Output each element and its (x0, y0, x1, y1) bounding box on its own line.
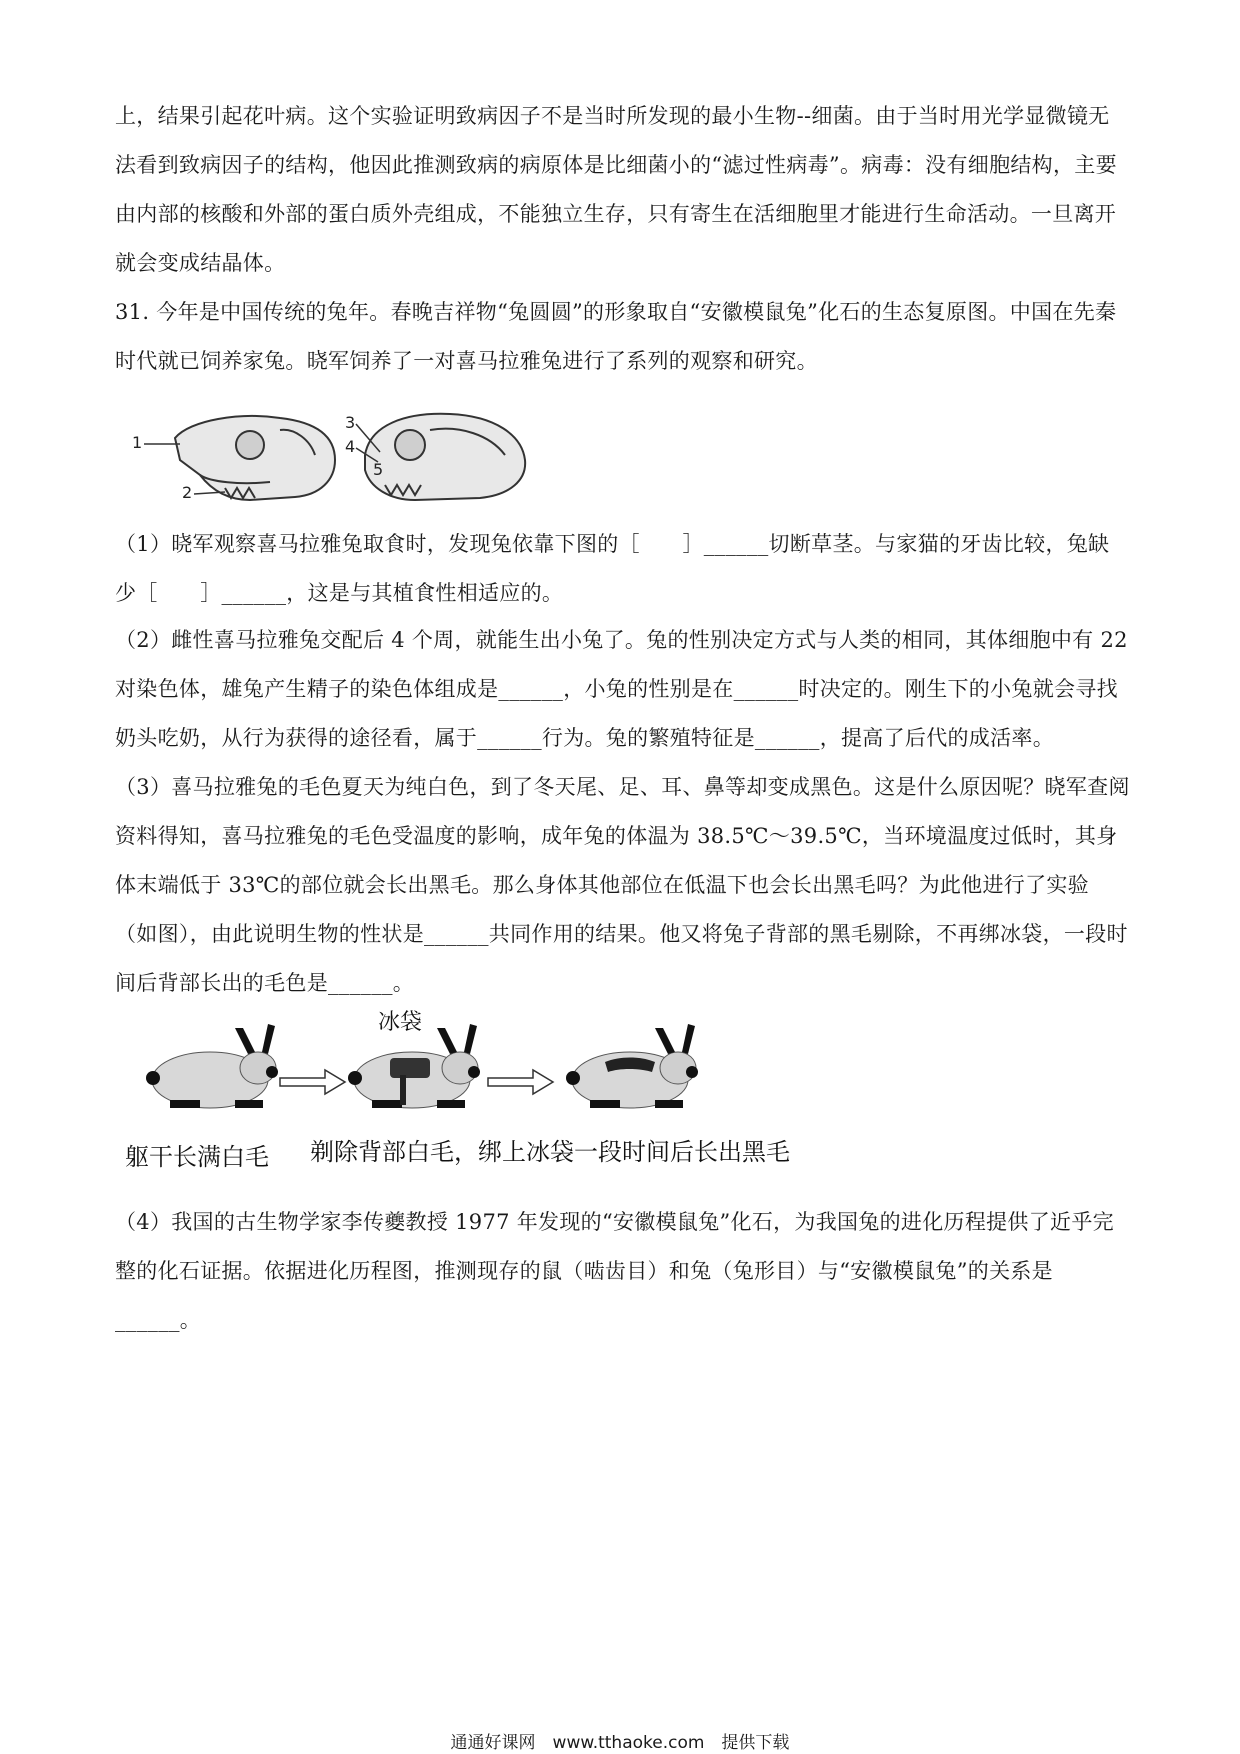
ice-bag-label: 冰袋 (378, 1010, 423, 1035)
rabbit-white (146, 1024, 278, 1108)
subquestion-2: （2）雌性喜马拉雅兔交配后 4 个周，就能生出小兔了。兔的性别决定方式与人类的相同，其体细胞中有 22 对染色体，雄兔产生精子的染色体组成是______，小兔的性别是在______时决定的。刚生下的小兔就会寻找奶头吃奶，从行为获得的途径看，属于______行为。兔的繁殖特征是______，提高了后代的成活率。 (115, 628, 1128, 750)
subquestion-4: （4）我国的古生物学家李传夔教授 1977 年发现的“安徽模鼠兔”化石，为我国兔的进化历程提供了近乎完整的化石证据。依据进化历程图，推测现存的鼠（啮齿目）和兔（兔形目）与“安徽模鼠兔”的关系是______。 (115, 1210, 1114, 1332)
paragraph-intro: 上，结果引起花叶病。这个实验证明致病因子不是当时所发现的最小生物--细菌。由于当时用光学显微镜无法看到致病因子的结构，他因此推测致病的病原体是比细菌小的“滤过性病毒”。病毒：没有细胞结构，主要由内部的核酸和外部的蛋白质外壳组成，不能独立生存，只有寄生在活细胞里才能进行生命活动。一旦离开就会变成结晶体。 (115, 104, 1117, 275)
rabbit-experiment-figure (140, 1020, 780, 1130)
rabbit-black-patch (566, 1024, 698, 1108)
question-31-stem: 31. 今年是中国传统的兔年。春晚吉祥物“兔圆圆”的形象取自“安徽模鼠兔”化石的生态复原图。中国在先秦时代就已饲养家兔。晓军饲养了一对喜马拉雅兔进行了系列的观察和研究。 (115, 300, 1117, 373)
page-footer: 通通好课网 www.tthaoke.com 提供下载 (450, 1733, 790, 1753)
subquestion-3: （3）喜马拉雅兔的毛色夏天为纯白色，到了冬天尾、足、耳、鼻等却变成黑色。这是什么原因呢？晓军查阅资料得知，喜马拉雅兔的毛色受温度的影响，成年兔的体温为 38.5℃～39.5℃，当环境温度过低时，其身体末端低于 33℃的部位就会长出黑毛。那么身体其他部位在低温下也会长出黑毛吗？为此他进行了实验（如图），由此说明生物的性状是______共同作用的结果。他又将兔子背部的黑毛剔除，不再绑冰袋，一段时间后背部长出的毛色是______。 (115, 775, 1130, 995)
rabbit-skull (175, 416, 335, 500)
skull-label-2: 2 (182, 483, 193, 502)
caption-white-fur: 躯干长满白毛 (125, 1143, 269, 1171)
arrow-1 (280, 1070, 345, 1094)
skull-label-1: 1 (132, 433, 143, 452)
rabbit-ice-bag (348, 1024, 480, 1108)
skull-label-4: 4 (345, 437, 356, 456)
skull-label-3: 3 (345, 413, 356, 432)
caption-experiment: 剃除背部白毛，绑上冰袋一段时间后长出黑毛 (310, 1138, 790, 1166)
cat-skull (365, 414, 525, 500)
skull-figure (130, 400, 550, 510)
skull-label-5: 5 (373, 460, 384, 479)
arrow-2 (488, 1070, 553, 1094)
subquestion-1: （1）晓军观察喜马拉雅兔取食时，发现兔依靠下图的［ ］______切断草茎。与家猫的牙齿比较，兔缺少［ ］______，这是与其植食性相适应的。 (115, 532, 1110, 605)
ice-bag-icon (390, 1058, 430, 1078)
